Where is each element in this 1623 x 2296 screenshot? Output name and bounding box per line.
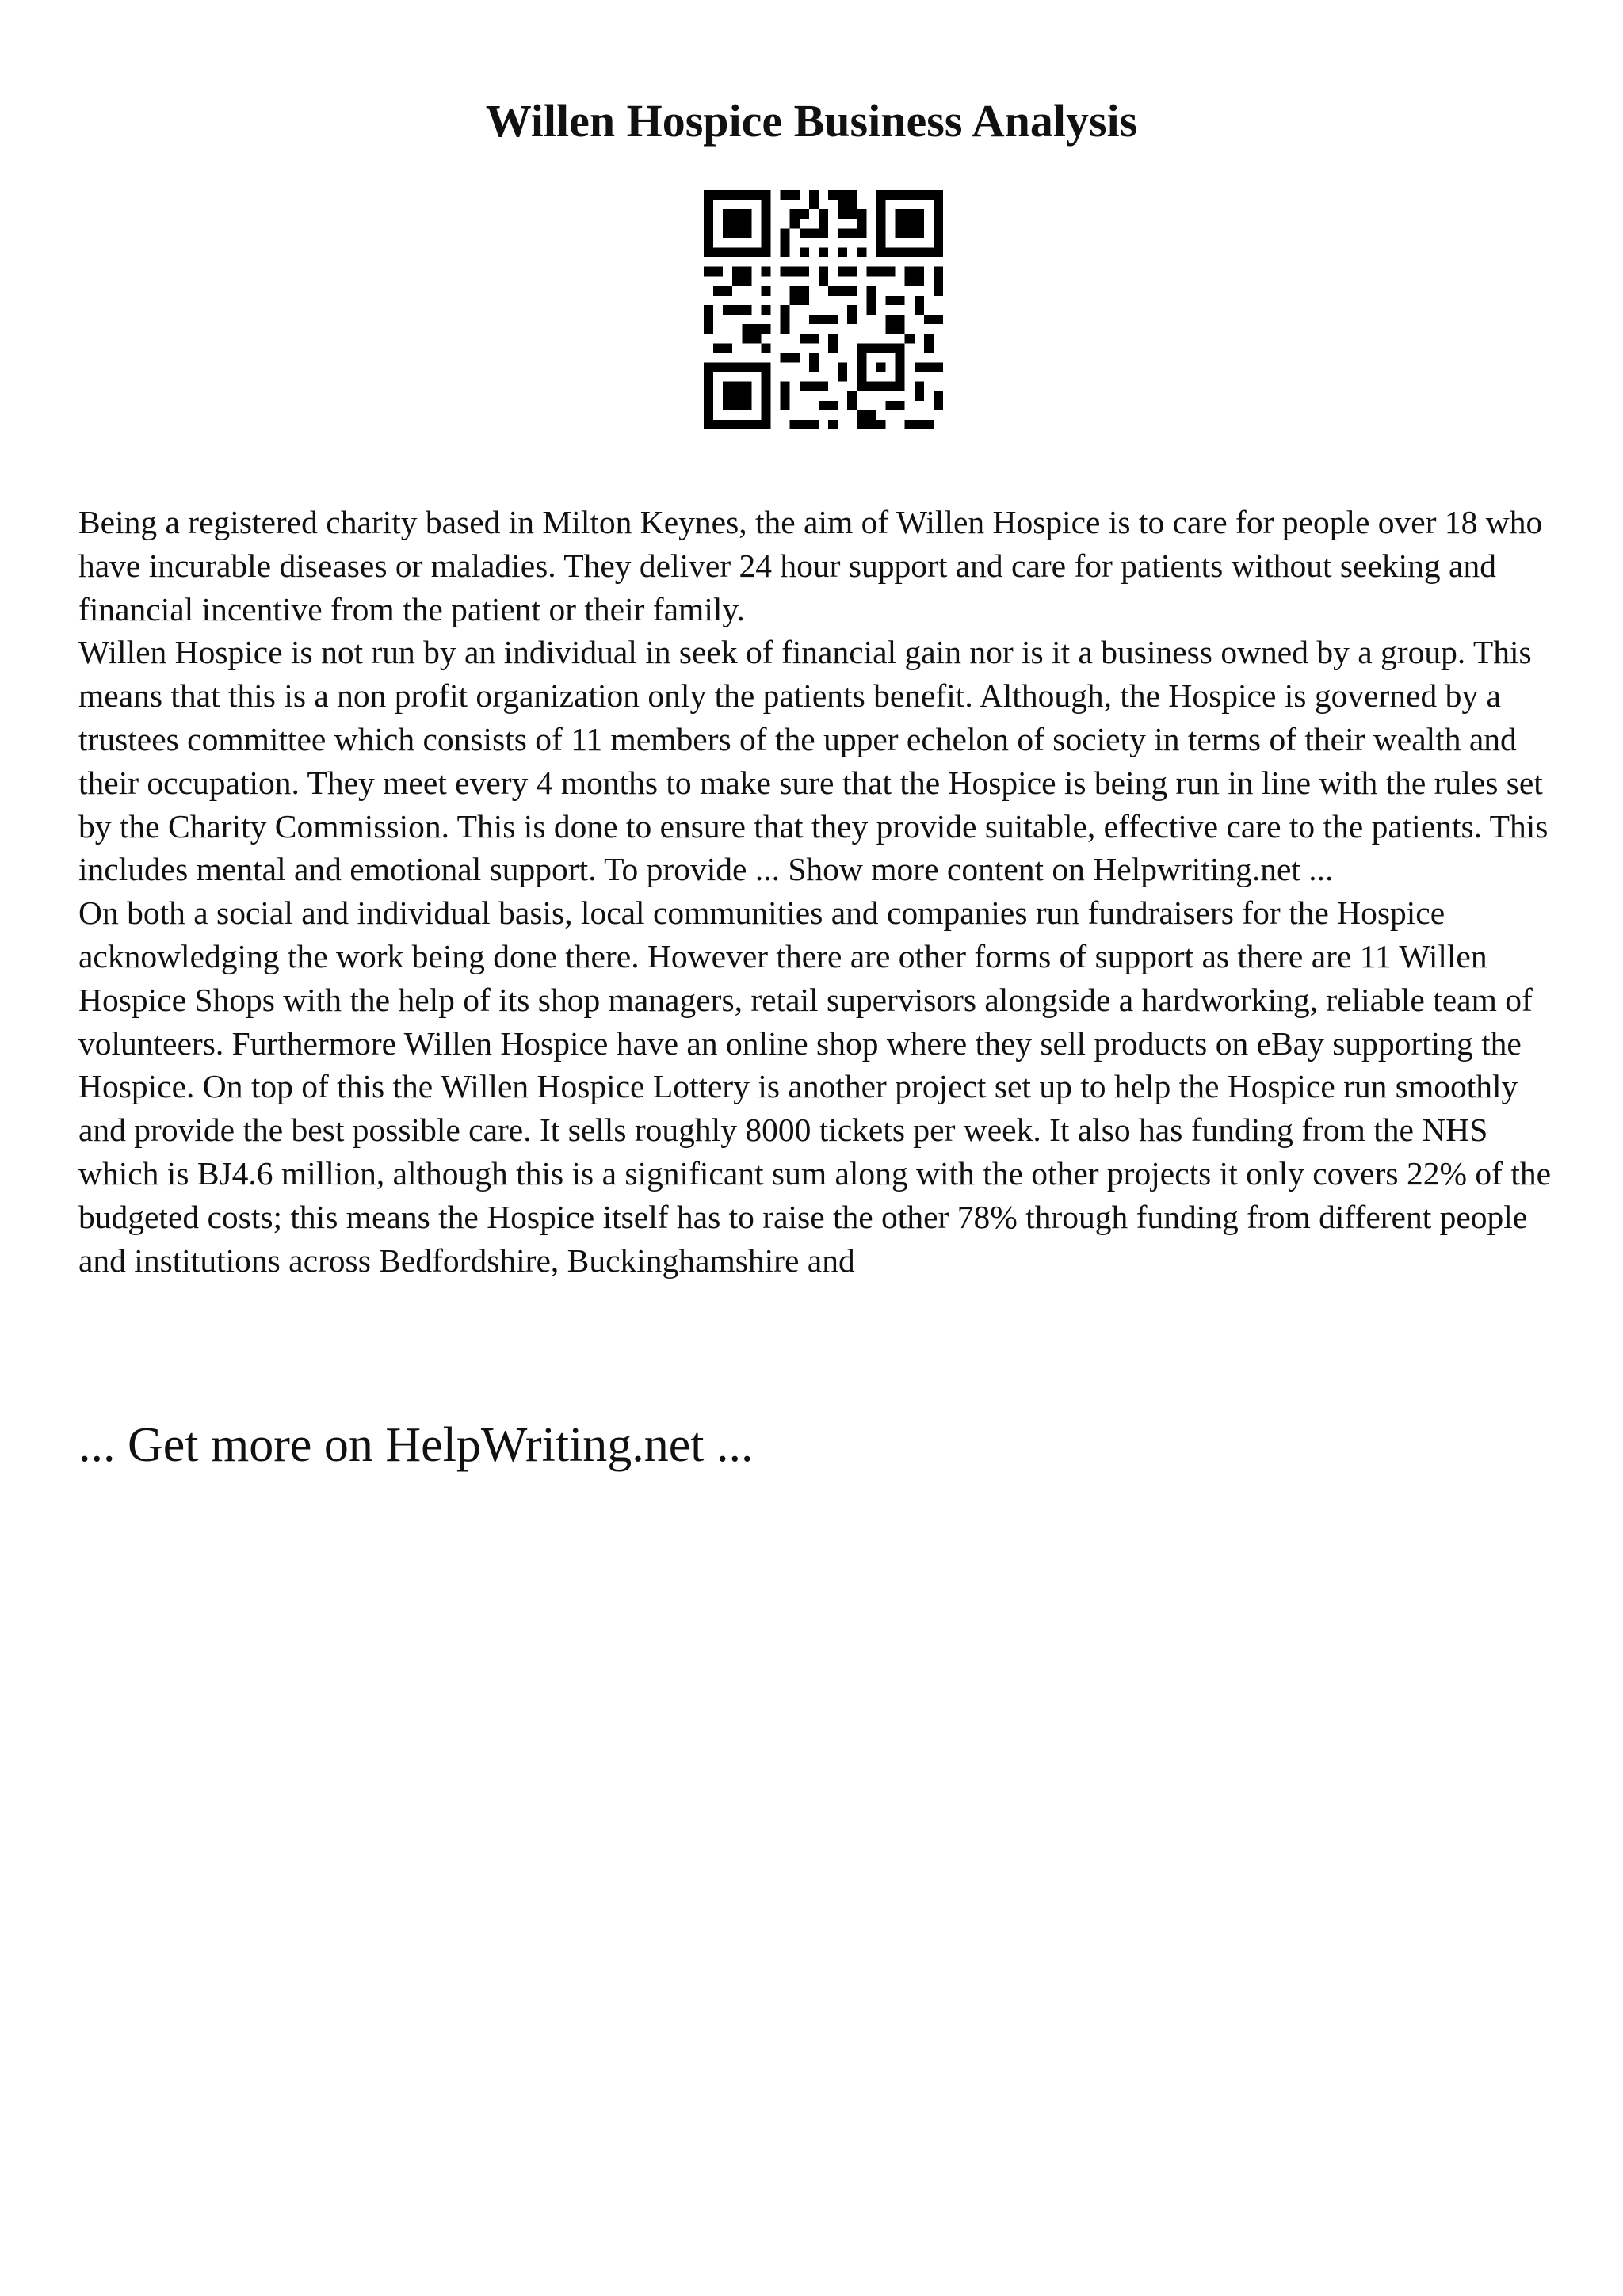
get-more-link[interactable]: ... Get more on HelpWriting.net ... [78,1418,754,1472]
qr-code-graphic [704,190,943,429]
document-body [78,501,1560,1282]
paragraph-1: Being a registered charity based in Milton Keynes, the aim of Willen Hospice is to care for people over 18 who have incurable diseases or maladies. They deliver 24 hour support and care for patients without seeking and financial incentive from the patient or their family. [78,504,1543,627]
paragraph-2: Willen Hospice is not run by an individual in seek of financial gain nor is it a business owned by a group. This means that this is a non profit organization only the patients benefit. Although, the Hospice is governed by a trustees committee which consists of 11 members of the upper echelon of society in terms of their wealth and their occupation. They meet every 4 months to make sure that the Hospice is being run in line with the rules set by the Charity Commission. This is done to ensure that they provide suitable, effective care to the patients. This includes mental and emotional support. To provide ... Show more content on Helpwriting.net ... [78,634,1549,888]
document-title: Willen Hospice Business Analysis [485,95,1138,147]
qr-code [704,190,943,429]
paragraph-3: On both a social and individual basis, local communities and companies run fundraisers for the Hospice acknowledging the work being done there. However there are other forms of support as there are 11 Willen Hospice Shops with the help of its shop managers, retail supervisors alongside a hardworking, reliable team of volunteers. Furthermore Willen Hospice have an online shop where they sell products on eBay supporting the Hospice. On top of this the Willen Hospice Lottery is another project set up to help the Hospice run smoothly and provide the best possible care. It sells roughly 8000 tickets per week. It also has funding from the NHS which is BJ4.6 million, although this is a significant sum along with the other projects it only covers 22% of the budgeted costs; this means the Hospice itself has to raise the other 78% through funding from different people and institutions across Bedfordshire, Buckinghamshire and [78,894,1552,1279]
